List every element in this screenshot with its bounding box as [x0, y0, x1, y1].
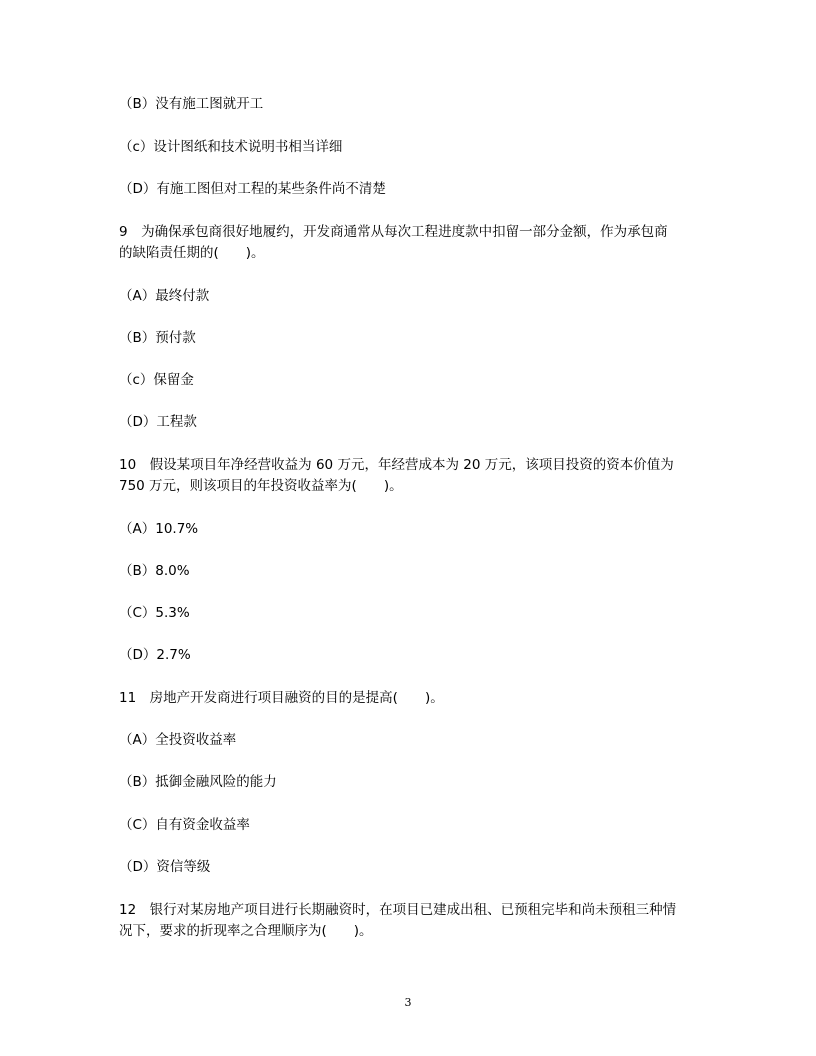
question-12-line-1: 12 银行对某房地产项目进行长期融资时，在项目已建成出租、已预租完毕和尚未预租三种情 [119, 902, 677, 918]
option-8b: （B）没有施工图就开工 [119, 96, 264, 112]
option-10b: （B）8.0% [119, 563, 190, 579]
option-11a: （A）全投资收益率 [119, 732, 237, 748]
option-9b: （B）预付款 [119, 330, 196, 346]
question-9-line-1: 9 为确保承包商很好地履约，开发商通常从每次工程进度款中扣留一部分金额，作为承包商 [119, 224, 668, 240]
page-number: 3 [404, 996, 412, 1009]
option-11c: （C）自有资金收益率 [119, 817, 250, 833]
option-10c: （C）5.3% [119, 605, 190, 621]
question-10-line-2: 750 万元，则该项目的年投资收益率为( )。 [119, 478, 403, 494]
question-10-line-1: 10 假设某项目年净经营收益为 60 万元，年经营成本为 20 万元，该项目投资的资本价值为 [119, 457, 674, 473]
option-9a: （A）最终付款 [119, 288, 210, 304]
option-10d: （D）2.7% [119, 647, 191, 663]
option-9d: （D）工程款 [119, 414, 197, 430]
option-8c: （c）设计图纸和技术说明书相当详细 [119, 139, 343, 155]
question-12-line-2: 况下，要求的折现率之合理顺序为( )。 [119, 923, 373, 939]
question-11: 11 房地产开发商进行项目融资的目的是提高( )。 [119, 690, 444, 706]
question-9-line-2: 的缺陷责任期的( )。 [119, 245, 265, 261]
option-11b: （B）抵御金融风险的能力 [119, 774, 277, 790]
option-10a: （A）10.7% [119, 521, 199, 537]
option-9c: （c）保留金 [119, 372, 194, 388]
option-11d: （D）资信等级 [119, 859, 211, 875]
option-8d: （D）有施工图但对工程的某些条件尚不清楚 [119, 181, 386, 197]
